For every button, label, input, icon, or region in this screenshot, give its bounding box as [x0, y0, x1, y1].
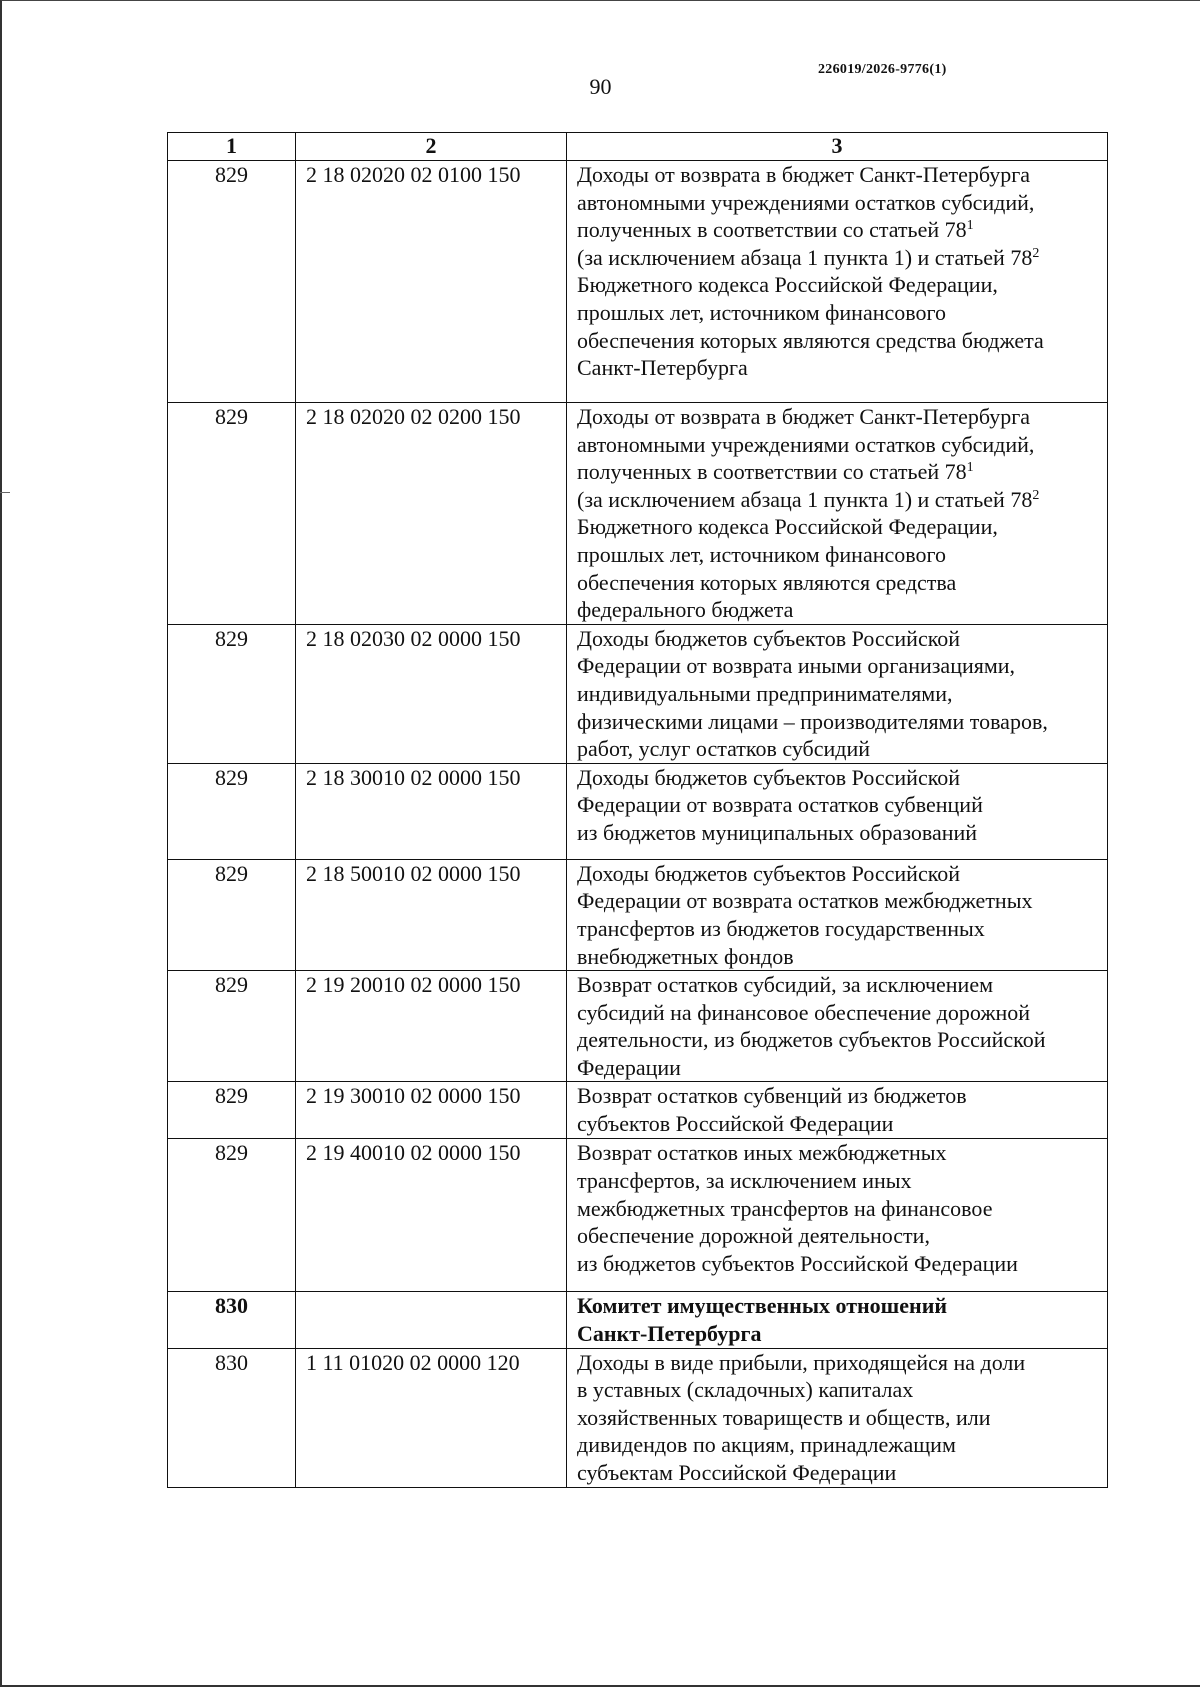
- description-line: Бюджетного кодекса Российской Федерации,: [577, 514, 998, 540]
- column-header-1: 1: [168, 133, 296, 161]
- description-line: Доходы бюджетов субъектов Российской: [577, 860, 961, 886]
- column-header-2: 2: [296, 133, 567, 161]
- description-cell: [567, 859, 1108, 970]
- description-line: полученных в соответствии со статьей $78^1$: [577, 217, 974, 243]
- superscript: 2: [1032, 245, 1040, 261]
- description-line: Бюджетного кодекса Российской Федерации,: [577, 272, 998, 298]
- document-number: 226019/2026-9776(1): [818, 62, 947, 77]
- description-line: субъектам Российской Федерации: [577, 1460, 897, 1486]
- description-line: Возврат остатков субвенций из бюджетов: [577, 1083, 967, 1109]
- budget-code-cell: 2 18 02030 02 0000 150: [296, 624, 567, 763]
- description-line: физическими лицами – производителями товаров,: [577, 708, 1048, 734]
- description-line: хозяйственных товариществ и обществ, или: [577, 1404, 991, 1430]
- description-line: Федерации: [577, 1054, 681, 1080]
- page-number: 90: [589, 74, 612, 99]
- description-line: межбюджетных трансфертов на финансовое: [577, 1195, 993, 1221]
- description-line: Санкт-Петербурга: [577, 355, 748, 381]
- description-line: обеспечения которых являются средства: [577, 569, 957, 595]
- revenue-codes-table: [167, 132, 1108, 1488]
- budget-code-cell: 2 18 50010 02 0000 150: [296, 859, 567, 970]
- description-line: Доходы бюджетов субъектов Российской: [577, 625, 961, 651]
- table-row: [168, 1082, 1108, 1139]
- column-header-3: 3: [567, 133, 1108, 161]
- description-line: в уставных (складочных) капиталах: [577, 1377, 914, 1403]
- description-cell: [567, 161, 1108, 403]
- description-line: автономными учреждениями остатков субсидий,: [577, 189, 1035, 215]
- description-line: из бюджетов муниципальных образований: [577, 819, 978, 845]
- description-line: дивидендов по акциям, принадлежащим: [577, 1432, 956, 1458]
- description-line: трансфертов из бюджетов государственных: [577, 915, 985, 941]
- admin-code-cell: 829: [168, 161, 296, 403]
- description-line: автономными учреждениями остатков субсидий,: [577, 431, 1035, 457]
- admin-code-cell: 829: [168, 971, 296, 1082]
- description-line: обеспечения которых являются средства бюджета: [577, 327, 1044, 353]
- budget-code-cell: 2 19 30010 02 0000 150: [296, 1082, 567, 1139]
- table-row: [168, 859, 1108, 970]
- table-header-row: [168, 133, 1108, 161]
- description-cell: [567, 403, 1108, 625]
- description-line: Возврат остатков субсидий, за исключением: [577, 972, 994, 998]
- admin-code-cell: 829: [168, 763, 296, 859]
- description-line: федерального бюджета: [577, 597, 794, 623]
- description-cell: [567, 763, 1108, 859]
- description-line: Доходы от возврата в бюджет Санкт-Петербурга: [577, 162, 1031, 187]
- description-line: Санкт-Петербурга: [577, 1321, 762, 1347]
- description-line: Федерации от возврата иными организациями,: [577, 653, 1016, 679]
- description-line: Федерации от возврата остатков межбюджетных: [577, 888, 1033, 914]
- budget-code-cell: 2 19 20010 02 0000 150: [296, 971, 567, 1082]
- superscript: 1: [966, 218, 974, 234]
- admin-code-cell: 829: [168, 624, 296, 763]
- description-line: Доходы бюджетов субъектов Российской: [577, 764, 961, 790]
- admin-code-cell: 829: [168, 1139, 296, 1292]
- description-line: полученных в соответствии со статьей $78^1$: [577, 459, 974, 485]
- description-line: индивидуальными предпринимателями,: [577, 680, 953, 706]
- table-row: [168, 161, 1108, 403]
- superscript: 2: [1032, 487, 1040, 503]
- description-line: деятельности, из бюджетов субъектов Российской: [577, 1027, 1046, 1053]
- admin-code-cell: 829: [168, 403, 296, 625]
- table-row: [168, 1348, 1108, 1487]
- description-line: прошлых лет, источником финансового: [577, 299, 946, 325]
- description-line: Возврат остатков иных межбюджетных: [577, 1140, 947, 1166]
- table-row: [168, 763, 1108, 859]
- description-line: субъектов Российской Федерации: [577, 1111, 894, 1137]
- budget-code-cell: 2 18 02020 02 0200 150: [296, 403, 567, 625]
- description-line: Доходы от возврата в бюджет Санкт-Петербурга: [577, 404, 1031, 429]
- description-line: внебюджетных фондов: [577, 943, 794, 969]
- description-line: работ, услуг остатков субсидий: [577, 736, 871, 762]
- admin-code-cell: 830: [168, 1348, 296, 1487]
- description-cell: [567, 624, 1108, 763]
- table-row: [168, 403, 1108, 625]
- description-line: Комитет имущественных отношений: [577, 1293, 948, 1319]
- admin-code-cell: 830: [168, 1292, 296, 1348]
- table-row: [168, 1139, 1108, 1292]
- table-row: [168, 624, 1108, 763]
- description-cell: [567, 1139, 1108, 1292]
- description-cell: [567, 1082, 1108, 1139]
- section-heading-row: [168, 1292, 1108, 1348]
- description-cell: [567, 1348, 1108, 1487]
- superscript: 1: [966, 460, 974, 476]
- table-row: [168, 971, 1108, 1082]
- description-line: субсидий на финансовое обеспечение дорожной: [577, 999, 1031, 1025]
- description-line: трансфертов, за исключением иных: [577, 1168, 912, 1194]
- budget-code-cell: 2 18 30010 02 0000 150: [296, 763, 567, 859]
- description-line: Доходы в виде прибыли, приходящейся на доли: [577, 1349, 1026, 1375]
- description-line: прошлых лет, источником финансового: [577, 541, 946, 567]
- description-cell: [567, 971, 1108, 1082]
- budget-code-cell: 1 11 01020 02 0000 120: [296, 1348, 567, 1487]
- description-line: (за исключением абзаца 1 пункта 1) и статьей $78^2$: [577, 486, 1040, 512]
- description-line: обеспечение дорожной деятельности,: [577, 1223, 930, 1249]
- admin-code-cell: 829: [168, 859, 296, 970]
- budget-code-cell: [296, 1292, 567, 1348]
- budget-code-cell: 2 19 40010 02 0000 150: [296, 1139, 567, 1292]
- description-line: (за исключением абзаца 1 пункта 1) и статьей $78^2$: [577, 244, 1040, 270]
- admin-code-cell: 829: [168, 1082, 296, 1139]
- budget-code-cell: 2 18 02020 02 0100 150: [296, 161, 567, 403]
- description-cell: [567, 1292, 1108, 1348]
- description-line: из бюджетов субъектов Российской Федерации: [577, 1250, 1018, 1276]
- margin-mark: [0, 492, 10, 493]
- description-line: Федерации от возврата остатков субвенций: [577, 792, 983, 818]
